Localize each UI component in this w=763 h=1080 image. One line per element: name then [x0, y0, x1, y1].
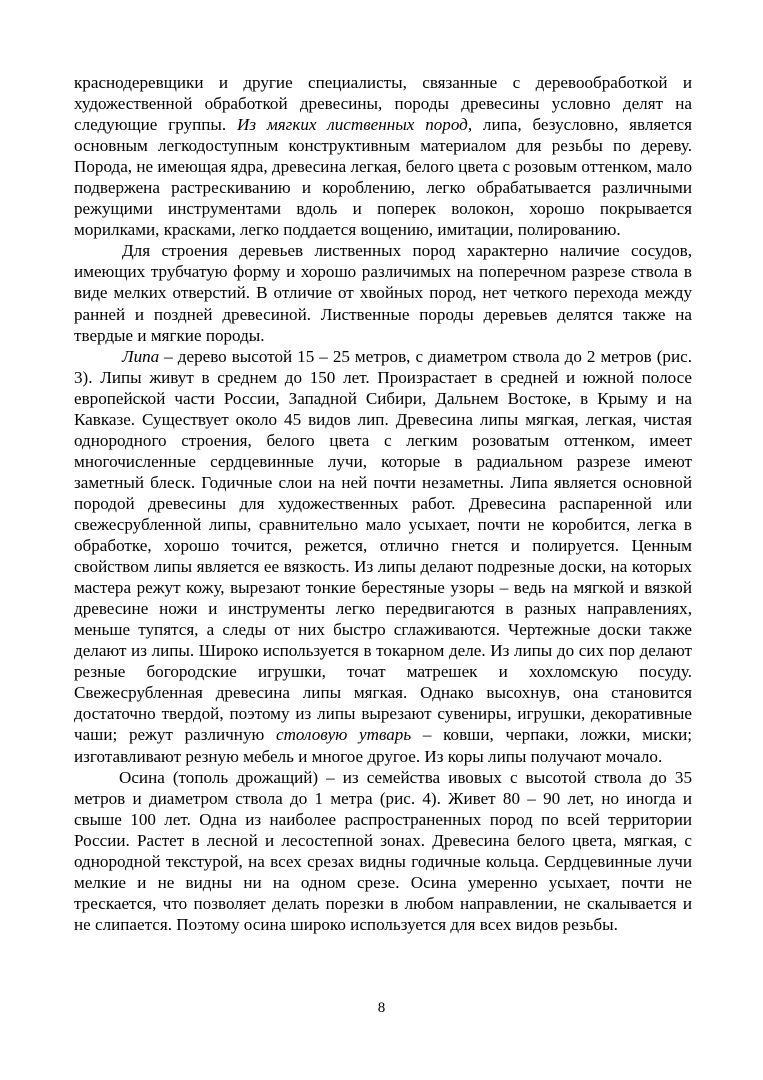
italic-term: Липа [122, 346, 160, 366]
document-body [74, 72, 692, 935]
paragraph-text: Для строения деревьев лиственных пород характерно наличие сосудов, имеющих трубчатую форму и хорошо различимых на поперечном разрезе ствола в виде мелких отверстий. В отличие от хвойных пород, нет четкого перехода между ранней и поздней древесиной. Лиственные породы деревьев делятся также на твердые и мягкие породы. [74, 241, 692, 345]
paragraph-text: – дерево высотой 15 – 25 метров, с диаметром ствола до 2 метров (рис. 3). Липы живут в среднем до 150 лет. Произрастает в средней и южной полосе европейской части России, Западной Сибири, Дальнем Востоке, в Крыму и на Кавказе. Существует около 45 видов лип. Древесина липы мягкая, легкая, чистая однородного строения, белого цвета с легким розоватым оттенком, имеет многочисленные сердцевинные лучи, которые в радиальном разрезе имеют заметный блеск. Годичные слои на ней почти незаметны. Липа является основной породой древесины для художественных работ. Древесина распаренной или свежесрубленной липы, сравнительно мало усыхает, почти не коробится, легка в обработке, хорошо точится, режется, отлично гнется и полируется. Ценным свойством липы является ее вязкость. Из липы делают подрезные доски, на которых мастера режут кожу, вырезают тонкие берестяные узоры – ведь на мягкой и вязкой древесине ножи и инструменты легко передвигаются в разных направлениях, меньше тупятся, а следы от них быстро сглаживаются. Чертежные доски также делают из липы. Широко используется в токарном деле. Из липы до сих пор делают резные богородские игрушки, точат матрешек и хохломскую посуду. Свежесрубленная древесина липы мягкая. Однако высохнув, она становится достаточно твердой, поэтому из липы вырезают сувениры, игрушки, декоративные чаши; режут различную [74, 346, 692, 745]
paragraph-linden [74, 346, 692, 767]
italic-term: столовую утварь [275, 725, 412, 745]
page-number: 8 [377, 1000, 386, 1016]
paragraph-deciduous-structure [74, 240, 692, 345]
paragraph-aspen [74, 767, 692, 935]
paragraph-text: липа, безусловно, является основным легкодоступным конструктивным материалом для резьбы по дереву. Порода, не имеющая ядра, древесина легкая, белого цвета с розовым оттенком, мало подвержена растрескиванию и короблению, легко обрабатывается различными режущими инструментами вдоль и поперек волокон, хорошо покрывается морилками, красками, легко поддается вощению, имитации, полированию. [74, 115, 692, 240]
paragraph-text: краснодеревщики и другие специалисты, связанные с деревообработкой и художественной обработкой древесины, породы древесины условно делят на следующие группы. [74, 73, 692, 135]
paragraph-text: – ковши, черпаки, ложки, миски; изготавливают резную мебель и многое другое. Из коры липы получают мочало. [74, 725, 693, 766]
italic-term: Из мягких лиственных пород, [236, 115, 473, 135]
paragraph-text: Осина (тополь дрожащий) – из семейства ивовых с высотой ствола до 35 метров и диаметром ствола до 1 метра (рис. 4). Живет 80 – 90 лет, но иногда и свыше 100 лет. Одна из наиболее распространенных пород по всей территории России. Растет в лесной и лесостепной зонах. Древесина белого цвета, мягкая, с однородной текстурой, на всех срезах видны годичные кольца. Сердцевинные лучи мелкие и не видны ни на одном срезе. Осина умеренно усыхает, почти не трескается, что позволяет делать порезки в любом направлении, не скалывается и не слипается. Поэтому осина широко используется для всех видов резьбы. [74, 767, 692, 934]
paragraph-intro-groups [74, 72, 692, 240]
